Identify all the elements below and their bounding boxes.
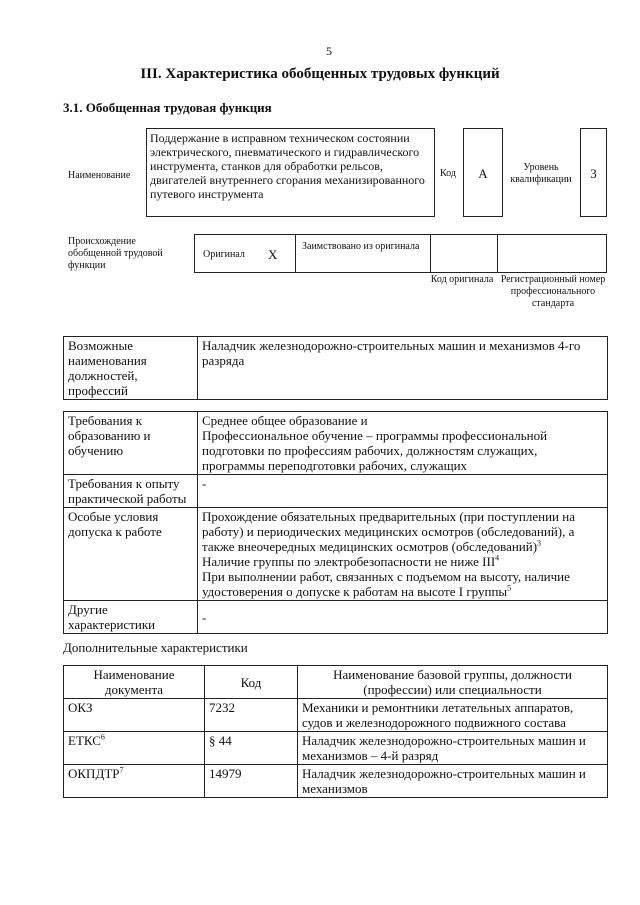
code-value: А — [478, 166, 488, 181]
education-line-2: Профессиональное обучение – программы профессиональной подготовки по профессиям рабочих, должностям служащих, программы переподготовки рабочих, служащих — [202, 428, 548, 473]
row-okz-code: 7232 — [205, 699, 298, 732]
positions-label: Возможные наименования должностей, профессий — [64, 337, 198, 400]
origin-divider-3 — [497, 235, 498, 272]
other-label: Другие характеристики — [64, 601, 198, 634]
subsection-title: 3.1. Обобщенная трудовая функция — [63, 100, 272, 115]
function-name-value: Поддержание в исправном техническом состоянии электрического, пневматического и гидравлического инструмента, станков для обработки рельсов, двигателей внутреннего сгорания механизированного путевого инструмента — [150, 131, 425, 201]
admission-line-2: Наличие группы по электробезопасности не ниже III$^4$ — [202, 553, 500, 569]
education-line-1: Среднее общее образование и — [202, 413, 368, 428]
footnote-3: 3 — [537, 538, 542, 548]
code-original-label: Код оригинала — [430, 274, 494, 285]
origin-divider-2 — [430, 235, 431, 272]
borrowed-label: Заимствовано из оригинала — [302, 241, 420, 252]
code-label: Код — [440, 168, 456, 179]
row-okz-name: Механики и ремонтники летательных аппаратов, судов и железнодорожного подвижного состава — [298, 699, 608, 732]
row-etks-name: Наладчик железнодорожно-строительных машин и механизмов – 4-й разряд — [298, 732, 608, 765]
footnote-6: 6 — [100, 732, 105, 742]
requirements-table — [63, 411, 608, 634]
origin-divider-1 — [295, 235, 296, 272]
row-okpdtr-doc: ОКПДТР$^7$ — [64, 765, 205, 798]
positions-table — [63, 336, 608, 400]
reg-number-label: Регистрационный номер профессионального стандарта — [500, 274, 606, 309]
education-label: Требования к образованию и обучению — [64, 412, 198, 475]
footnote-5: 5 — [507, 583, 512, 593]
other-value: - — [198, 601, 608, 634]
origin-box — [194, 234, 607, 273]
origin-label: Происхождение обобщенной трудовой функции — [68, 236, 163, 271]
admission-label: Особые условия допуска к работе — [64, 508, 198, 601]
header-document: Наименование документа — [64, 666, 205, 699]
function-name-box — [146, 128, 435, 217]
admission-line-1: Прохождение обязательных предварительных (при поступлении на работу) и периодических медицинских осмотров (обследований), а также внеочередных медицинских осмотров (обследований)$^3$ — [202, 509, 575, 554]
additional-table — [63, 665, 608, 798]
experience-value: - — [198, 475, 608, 508]
footnote-4: 4 — [495, 553, 500, 563]
page-number: 5 — [326, 44, 332, 58]
additional-title: Дополнительные характеристики — [63, 640, 248, 655]
name-label: Наименование — [68, 170, 131, 181]
row-okpdtr-code: 14979 — [205, 765, 298, 798]
original-mark: X — [268, 247, 278, 262]
section-title: III. Характеристика обобщенных трудовых функций — [140, 66, 500, 82]
admission-value — [198, 508, 608, 601]
education-value — [198, 412, 608, 475]
original-label: Оригинал — [203, 249, 245, 260]
positions-value: Наладчик железнодорожно-строительных машин и механизмов 4-го разряда — [198, 337, 608, 400]
level-label: Уровень квалификации — [510, 162, 572, 185]
level-value: 3 — [590, 166, 597, 181]
code-box — [463, 128, 503, 217]
row-okpdtr-name: Наладчик железнодорожно-строительных машин и механизмов — [298, 765, 608, 798]
row-okz-doc: ОКЗ — [64, 699, 205, 732]
row-etks-code: § 44 — [205, 732, 298, 765]
experience-label: Требования к опыту практической работы — [64, 475, 198, 508]
header-name: Наименование базовой группы, должности (профессии) или специальности — [298, 666, 608, 699]
row-etks-doc: ЕТКС$^6$ — [64, 732, 205, 765]
level-box — [580, 128, 607, 217]
admission-line-3: При выполнении работ, связанных с подъемом на высоту, наличие удостоверения о допуске к работам на высоте I группы$^5$ — [202, 569, 570, 599]
header-code: Код — [205, 666, 298, 699]
footnote-7: 7 — [119, 765, 124, 775]
